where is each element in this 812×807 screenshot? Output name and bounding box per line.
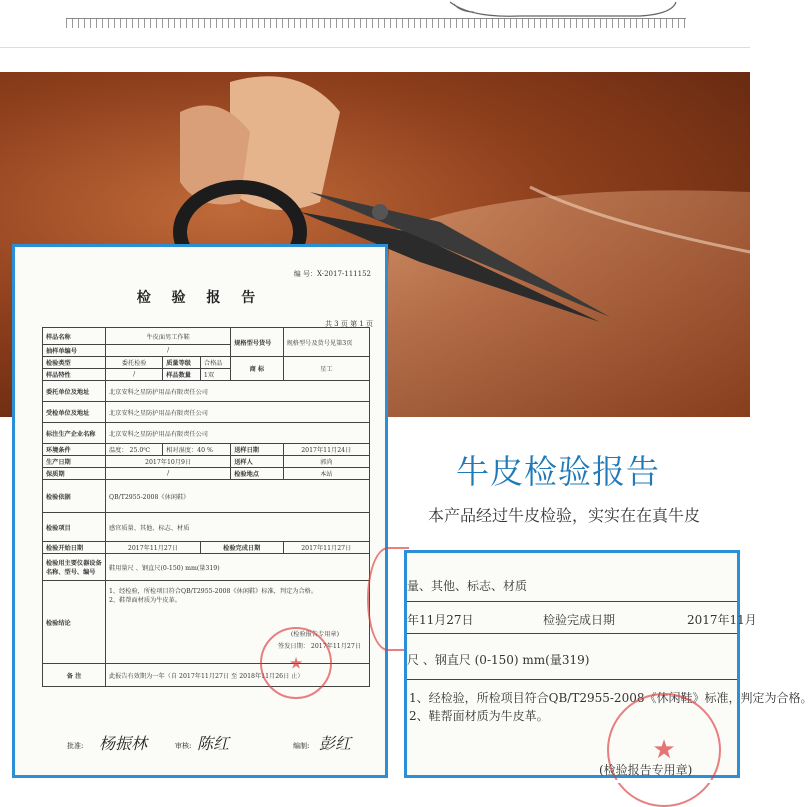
table-row xyxy=(43,357,370,369)
shelf-label: 保质期 xyxy=(43,468,106,480)
table-row xyxy=(43,468,370,480)
table-row xyxy=(43,480,370,513)
table-row xyxy=(43,328,370,345)
trademark-label: 商 标 xyxy=(231,357,283,381)
stamp-note: (检验报告专用章) xyxy=(290,631,339,638)
zoom-rule xyxy=(407,601,737,602)
review-signature: 陈红 xyxy=(197,734,230,753)
table-row xyxy=(43,554,370,581)
edit-label: 编制: xyxy=(293,742,310,750)
client-value: 北京安科之星防护用品有限责任公司 xyxy=(106,381,370,402)
sample-char-value: / xyxy=(106,369,163,381)
location-label: 检验地点 xyxy=(231,468,283,480)
conclusion-line-2: 2、鞋帮面材质为牛皮革。 xyxy=(109,597,181,604)
end-date-label: 检验完成日期 xyxy=(200,542,283,554)
equip-label: 检验用主要仪器设备名称、型号、编号 xyxy=(43,554,106,581)
inspected-label: 受检单位及地址 xyxy=(43,402,106,423)
basis-label: 检验依据 xyxy=(43,480,106,513)
inspected-value: 北京安科之星防护用品有限责任公司 xyxy=(106,402,370,423)
items-value: 感官质量、其他、标志、材质 xyxy=(106,513,370,542)
location-value: 本站 xyxy=(283,468,369,480)
sample-no-value: / xyxy=(106,345,231,357)
product-name-label: 样品名称 xyxy=(43,328,106,345)
official-stamp xyxy=(260,627,332,699)
stamp-star-icon: ★ xyxy=(652,735,676,765)
env-temp-value: 温度： 25.0℃ xyxy=(106,444,163,456)
inspection-type-value: 委托检验 xyxy=(106,357,163,369)
report-page-count: 共 3 页 第 1 页 xyxy=(324,320,373,328)
shelf-value: / xyxy=(106,468,231,480)
remark-value: 此报告有效期为一年（自 2017年11月27日 至 2018年11月26日 止） xyxy=(106,664,370,687)
inspection-report-document xyxy=(12,244,388,778)
maker-label: 标注生产企业名称 xyxy=(43,423,106,444)
quality-grade-value: 合格品 xyxy=(200,357,230,369)
side-stamp xyxy=(367,547,409,651)
remark-label: 备 注 xyxy=(43,664,106,687)
conclusion-line-1: 1、经检验，所检项目符合QB/T2955-2008《休闲鞋》标准，判定为合格。 xyxy=(109,588,318,595)
env-humidity-value: 相对湿度：40 % xyxy=(163,444,231,456)
send-date-value: 2017年11月24日 xyxy=(283,444,369,456)
sender-label: 送样人 xyxy=(231,456,283,468)
product-name-value: 牛皮面男工作鞋 xyxy=(106,328,231,345)
send-date-label: 送样日期 xyxy=(231,444,283,456)
zoom-rule xyxy=(407,633,737,634)
bottom-spacer xyxy=(0,780,750,783)
zoom-conclusion-2: 2、鞋帮面材质为牛皮革。 xyxy=(409,709,549,723)
model-label: 规格型号货号 xyxy=(231,328,283,357)
client-label: 委托单位及地址 xyxy=(43,381,106,402)
zoom-start-date: 年11月27日 xyxy=(407,613,474,627)
zoom-stamp xyxy=(607,693,721,807)
sample-char-label: 样品特性 xyxy=(43,369,106,381)
approve-label: 批准: xyxy=(67,742,84,750)
start-date-value: 2017年11月27日 xyxy=(106,542,201,554)
issue-date: 签发日期： 2017年11月27日 xyxy=(278,643,361,650)
sample-qty-label: 样品数量 xyxy=(163,369,201,381)
shoe-outline-icon xyxy=(440,0,680,20)
stamp-star-icon: ★ xyxy=(288,653,304,673)
quality-grade-label: 质量等级 xyxy=(163,357,201,369)
basis-value: QB/T2955-2008《休闲鞋》 xyxy=(106,480,370,513)
zoom-rule xyxy=(407,679,737,680)
model-value: 规格型号及货号见第3页 xyxy=(283,328,369,357)
table-row xyxy=(43,423,370,444)
section-divider xyxy=(0,47,750,48)
zoom-end-date: 2017年11月 xyxy=(687,613,757,627)
table-row xyxy=(43,513,370,542)
report-zoom-detail xyxy=(404,550,812,778)
trademark-value: 星工 xyxy=(283,357,369,381)
sample-qty-value: 1双 xyxy=(200,369,230,381)
start-date-label: 检验开始日期 xyxy=(43,542,106,554)
zoom-stamp-note: (检验报告专用章) xyxy=(599,763,693,777)
report-number: 编 号：X-2017-111152 xyxy=(293,270,371,278)
prod-date-label: 生产日期 xyxy=(43,456,106,468)
end-date-value: 2017年11月27日 xyxy=(283,542,369,554)
page-subtitle: 本产品经过牛皮检验，实实在在真牛皮 xyxy=(428,506,701,525)
approve-signature: 杨振林 xyxy=(99,734,148,753)
zoom-equipment: 尺 、钢直尺 (0-150) mm(量319) xyxy=(407,653,590,667)
top-strip xyxy=(0,0,750,48)
conclusion-label: 检验结论 xyxy=(43,581,106,664)
items-label: 检验项目 xyxy=(43,513,106,542)
table-row xyxy=(43,542,370,554)
table-row xyxy=(43,402,370,423)
table-row xyxy=(43,381,370,402)
zoom-conclusion-1: 1、经检验，所检项目符合QB/T2955-2008《休闲鞋》标准，判定为合格。 xyxy=(409,691,812,705)
sender-value: 郭尚 xyxy=(283,456,369,468)
zoom-end-label: 检验完成日期 xyxy=(543,613,616,627)
sample-no-label: 抽样单编号 xyxy=(43,345,106,357)
equip-value: 鞋用量尺 、钢直尺(0-150) mm(量319) xyxy=(106,554,370,581)
page-title: 牛皮检验报告 xyxy=(456,452,660,491)
edit-signature: 彭红 xyxy=(319,734,352,753)
report-title: 检 验 报 告 xyxy=(136,290,264,306)
env-label: 环境条件 xyxy=(43,444,106,456)
prod-date-value: 2017年10月9日 xyxy=(106,456,231,468)
report-table xyxy=(42,327,370,687)
review-label: 审核: xyxy=(175,742,192,750)
table-row xyxy=(43,444,370,456)
maker-value: 北京安科之星防护用品有限责任公司 xyxy=(106,423,370,444)
zoom-items: 量、其他、标志、材质 xyxy=(407,579,528,593)
inspection-type-label: 检验类型 xyxy=(43,357,106,369)
table-row xyxy=(43,456,370,468)
